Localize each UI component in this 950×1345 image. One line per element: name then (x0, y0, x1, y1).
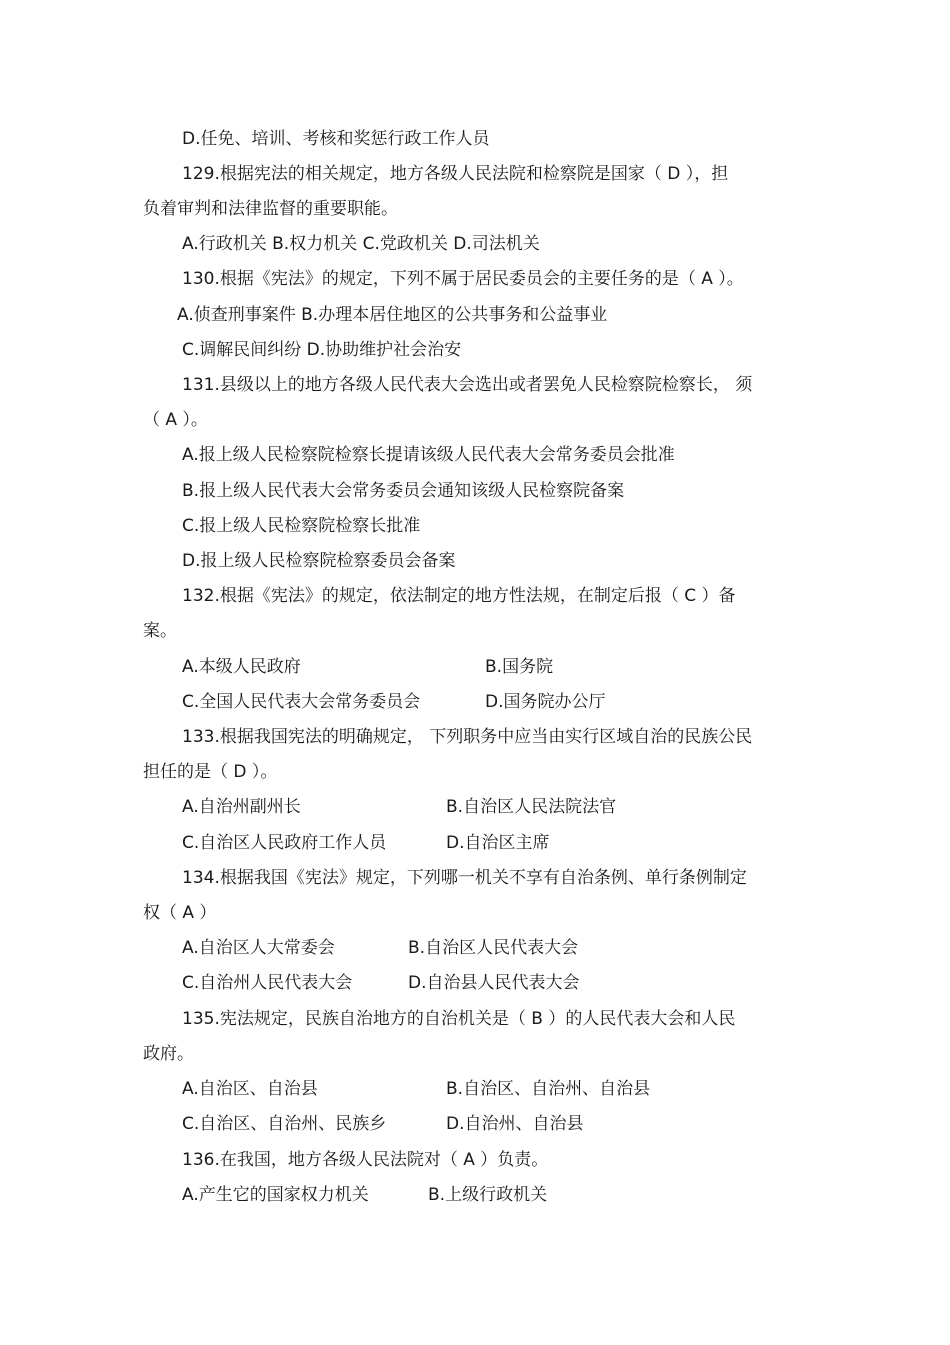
option-131-d: D.报上级人民检察院检察委员会备案 (182, 551, 456, 571)
question-135: 135.宪法规定，民族自治地方的自治机关是（ B ）的人民代表大会和人民 (182, 1009, 736, 1029)
option-133-c: C.自治区人民政府工作人员 (182, 833, 387, 853)
question-134-cont: 权（ A ） (143, 903, 217, 923)
option-131-a: A.报上级人民检察院检察长提请该级人民代表大会常务委员会批准 (182, 445, 675, 465)
option-134-a: A.自治区人大常委会 (182, 938, 335, 958)
option-131-b: B.报上级人民代表大会常务委员会通知该级人民检察院备案 (182, 481, 625, 501)
option-134-d: D.自治县人民代表大会 (408, 973, 580, 993)
question-136: 136.在我国，地方各级人民法院对（ A ）负责。 (182, 1150, 549, 1170)
question-129-cont: 负着审判和法律监督的重要职能。 (143, 199, 398, 219)
options-129: A.行政机关 B.权力机关 C.党政机关 D.司法机关 (182, 234, 540, 254)
option-128-d: D.任免、培训、考核和奖惩行政工作人员 (182, 129, 490, 149)
option-135-b: B.自治区、自治州、自治县 (446, 1079, 651, 1099)
option-132-a: A.本级人民政府 (182, 657, 301, 677)
option-136-b: B.上级行政机关 (428, 1185, 548, 1205)
question-131-cont: （ A ）。 (143, 410, 208, 430)
option-136-a: A.产生它的国家权力机关 (182, 1185, 369, 1205)
question-135-cont: 政府。 (143, 1044, 194, 1064)
options-130-cd: C.调解民间纠纷 D.协助维护社会治安 (182, 340, 462, 360)
option-134-c: C.自治州人民代表大会 (182, 973, 353, 993)
question-133: 133.根据我国宪法的明确规定， 下列职务中应当由实行区域自治的民族公民 (182, 727, 753, 747)
option-134-b: B.自治区人民代表大会 (408, 938, 579, 958)
question-133-cont: 担任的是（ D ）。 (143, 762, 278, 782)
question-129: 129.根据宪法的相关规定，地方各级人民法院和检察院是国家（ D ），担 (182, 164, 729, 184)
option-133-a: A.自治州副州长 (182, 797, 301, 817)
question-131: 131.县级以上的地方各级人民代表大会选出或者罢免人民检察院检察长， 须 (182, 375, 753, 395)
option-135-d: D.自治州、自治县 (446, 1114, 584, 1134)
question-134: 134.根据我国《宪法》规定，下列哪一机关不享有自治条例、单行条例制定 (182, 868, 747, 888)
option-132-c: C.全国人民代表大会常务委员会 (182, 692, 421, 712)
option-131-c: C.报上级人民检察院检察长批准 (182, 516, 421, 536)
option-133-d: D.自治区主席 (446, 833, 550, 853)
question-132: 132.根据《宪法》的规定，依法制定的地方性法规，在制定后报（ C ）备 (182, 586, 736, 606)
option-133-b: B.自治区人民法院法官 (446, 797, 617, 817)
option-135-c: C.自治区、自治州、民族乡 (182, 1114, 387, 1134)
option-132-d: D.国务院办公厅 (485, 692, 606, 712)
option-135-a: A.自治区、自治县 (182, 1079, 318, 1099)
question-132-cont: 案。 (143, 621, 177, 641)
option-132-b: B.国务院 (485, 657, 554, 677)
question-130: 130.根据《宪法》的规定，下列不属于居民委员会的主要任务的是（ A ）。 (182, 269, 744, 289)
options-130-ab: A.侦查刑事案件 B.办理本居住地区的公共事务和公益事业 (177, 305, 608, 325)
